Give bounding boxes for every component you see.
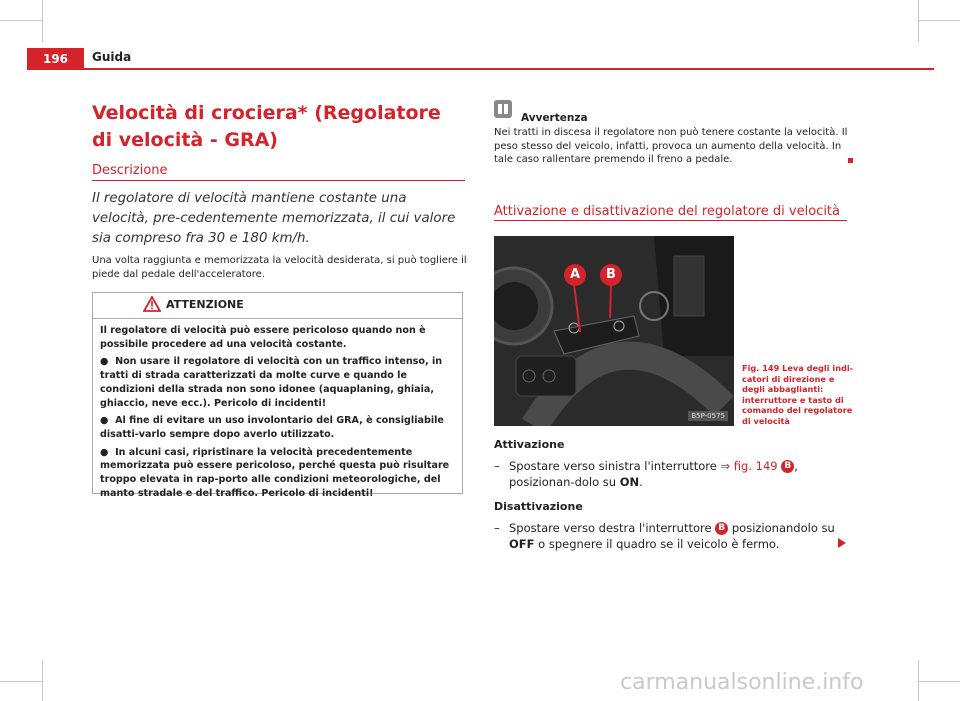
subtitle-rule — [92, 180, 465, 181]
section-end-marker — [848, 158, 853, 163]
bullet-icon: ● — [100, 356, 109, 368]
step-text-part: . — [639, 475, 643, 489]
figure-label-a: A — [564, 264, 586, 286]
warning-title: ATTENZIONE — [166, 298, 244, 311]
crop-mark — [0, 681, 42, 682]
warning-bullet-text: Non usare il regolatore di velocità con un traffico intenso, in tratti di strada caratterizzati da molte curve e quando le condizioni della strada non sono idonee (aquaplaning, ghiaia, ghiaccio, neve ecc.). Pericolo di incidenti! — [100, 356, 443, 409]
step-text-part: Spostare verso destra l'interruttore — [509, 521, 716, 535]
crop-mark — [0, 20, 42, 21]
section-title-rule — [494, 220, 847, 221]
step-text-part: o spegnere il quadro se il veicolo è fermo. — [534, 537, 780, 551]
crop-mark — [42, 0, 43, 42]
section-title: Attivazione e disattivazione del regolatore di velocità — [494, 204, 840, 219]
header-rule — [84, 68, 934, 70]
crop-mark — [42, 660, 43, 701]
step-on-label: ON — [619, 475, 640, 489]
warning-bullet-text: In alcuni casi, ripristinare la velocità precedentemente memorizzata può essere pericoloso, perché questa può risultare troppo elevata in rap-porto alle condizioni meteorologiche, del manto stradale e del traffico. Pericolo di incidenti! — [100, 446, 450, 499]
warning-bullet — [100, 446, 456, 501]
figure-caption: Fig. 149 Leva degli indi-catori di direzione e degli abbaglianti: interruttore e tasto di comando del regolatore di velocità — [742, 363, 854, 426]
bullet-icon: ● — [100, 415, 109, 427]
warning-triangle-icon — [143, 296, 161, 316]
watermark: carmanualsonline.info — [620, 670, 864, 695]
figure-reference-link[interactable]: ⇒ fig. 149 — [720, 459, 778, 473]
steering-lever-photo — [494, 236, 734, 426]
advice-title: Avvertenza — [521, 112, 588, 124]
warning-box — [92, 292, 463, 499]
warning-body — [100, 324, 456, 504]
warning-bullet — [100, 355, 456, 410]
step-dash: – — [494, 459, 500, 473]
continue-arrow-icon — [838, 538, 846, 548]
step-text — [509, 458, 854, 490]
step-text-part: posizionandolo su — [728, 521, 835, 535]
warning-bullet-text: Al fine di evitare un uso involontario del GRA, è consigliabile disatti-varlo sempre dopo averlo utilizzato. — [100, 415, 444, 440]
intro-text: Il regolatore di velocità mantiene costante una velocità, pre-cedentemente memorizzata, il cui valore sia compreso fra 30 e 180 km/h. — [92, 191, 456, 246]
info-note-icon — [494, 100, 512, 118]
warning-header — [93, 293, 462, 319]
crop-mark — [918, 20, 960, 21]
marker-b: B — [781, 460, 794, 473]
bullet-icon: ● — [100, 446, 109, 458]
activation-heading: Attivazione — [494, 438, 565, 451]
step-text — [509, 520, 854, 552]
step-text-part: Spostare verso sinistra l'interruttore — [509, 459, 721, 473]
advice-text: Nei tratti in discesa il regolatore non può tenere costante la velocità. Il peso stesso del veicolo, infatti, provoca un aumento della velocità. In tale caso rallentare premendo il freno a pedale. — [494, 127, 848, 165]
warning-lead: Il regolatore di velocità può essere pericoloso quando non è possibile procedere ad una velocità costante. — [100, 325, 426, 350]
step-text-part: , posizionan-dolo su — [509, 459, 798, 489]
crop-mark — [918, 681, 960, 682]
warning-bullet — [100, 414, 456, 441]
figure-code: B5P-0575 — [688, 411, 728, 421]
page-number: 196 — [27, 48, 84, 70]
marker-b: B — [715, 522, 728, 535]
body-paragraph: Una volta raggiunta e memorizzata la velocità desiderata, si può togliere il piede dal pedale dell'acceleratore. — [92, 255, 467, 280]
running-header: Guida — [92, 50, 132, 64]
crop-mark — [918, 0, 919, 42]
page-title: Velocità di crociera* (Regolatore di velocità - GRA) — [92, 102, 441, 151]
crop-mark — [918, 660, 919, 701]
figure-label-b: B — [600, 264, 622, 286]
step-dash: – — [494, 521, 500, 535]
step-off-label: OFF — [509, 537, 535, 551]
deactivation-heading: Disattivazione — [494, 500, 583, 513]
section-subtitle: Descrizione — [92, 163, 168, 178]
